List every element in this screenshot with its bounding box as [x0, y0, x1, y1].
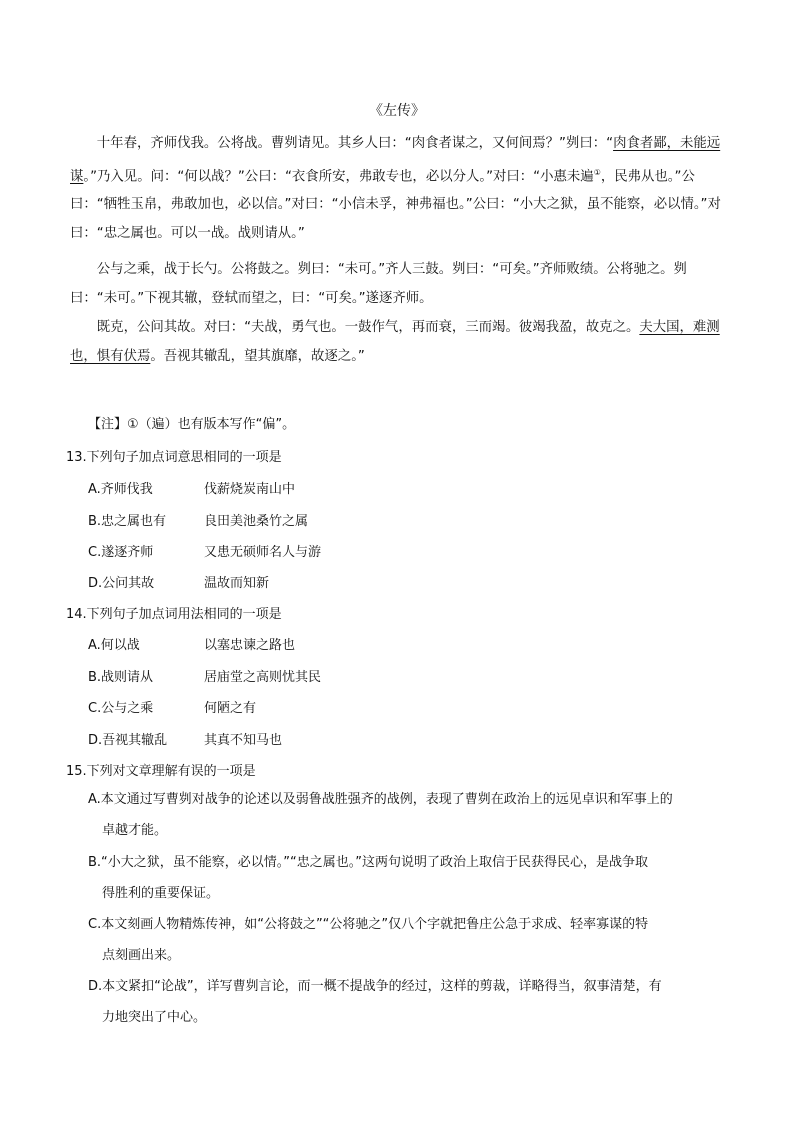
- p1-text-3: ，民弗从也。”公曰：“牺牲玉帛，弗敢加也，必以信。”对曰：“小信未孚，神弗福也。”公曰：“小大之狱，虽不能察，必以情。”对曰：“忠之属也。可以一战。战则请从。”: [70, 168, 721, 241]
- option-line-2: 点刻画出来。: [102, 948, 181, 963]
- p1-text-1: 十年春，齐师伐我。公将战。曹刿请见。其乡人曰：“肉食者谋之，又何间焉？”刿曰：“: [96, 136, 614, 151]
- option-compare: 其真不知马也: [204, 733, 283, 748]
- p3-underlined-1: 夫大国，难测也，惧有伏焉: [70, 320, 720, 364]
- question-13-option-d: [88, 572, 269, 591]
- option-text: A.何以战: [88, 638, 140, 653]
- question-14-stem: 14.下列句子加点词用法相同的一项是: [66, 607, 282, 622]
- passage-paragraph-3: [70, 314, 734, 371]
- option-line-1: B.“小大之狱，虽不能察，必以情。”“忠之属也。”这两句说明了政治上取信于民获得民心，是战争取: [88, 855, 648, 870]
- option-text: A.齐师伐我: [88, 482, 153, 497]
- option-line-2: 得胜利的重要保证。: [102, 886, 220, 901]
- footnote: 【注】①（遍）也有版本写作“偏”。: [88, 417, 296, 432]
- p1-underlined-1: 肉食者鄙，未能远谋: [70, 136, 721, 184]
- option-text: D.公问其故: [88, 576, 155, 591]
- question-13-stem: 13.下列句子加点词意思相同的一项是: [66, 450, 282, 465]
- question-14-option-c: [88, 697, 256, 716]
- option-text: C.公与之乘: [88, 701, 154, 716]
- question-15-stem: 15.下列对文章理解有误的一项是: [66, 764, 256, 779]
- question-15-option-a: [88, 784, 728, 846]
- option-text: D.吾视其辙乱: [88, 733, 168, 748]
- passage-title: 《左传》: [369, 103, 425, 119]
- p3-text-1: 既克，公问其故。对曰：“夫战，勇气也。一鼓作气，再而衰，三而竭。彼竭我盈，故克之。: [96, 320, 640, 335]
- p1-text-2: 。”乃入见。问：“何以战？”公曰：“衣食所安，弗敢专也，必以分人。”对曰：“小惠未遍: [83, 168, 594, 184]
- question-14-option-b: [88, 666, 321, 685]
- option-text: C.遂逐齐师: [88, 545, 154, 560]
- option-line-2: 卓越才能。: [102, 823, 168, 838]
- question-15-option-c: [88, 909, 728, 971]
- footnote-marker: ①: [593, 167, 601, 177]
- option-compare: 何陋之有: [204, 701, 257, 716]
- question-14-option-a: [88, 634, 295, 653]
- option-line-1: A.本文通过写曹刿对战争的论述以及弱鲁战胜强齐的战例，表现了曹刿在政治上的远见卓识和军事上的: [88, 792, 673, 807]
- option-text: B.忠之属也有: [88, 514, 167, 529]
- option-text: B.战则请从: [88, 670, 154, 685]
- question-15-option-b: [88, 847, 728, 909]
- passage-paragraph-1: [70, 130, 734, 248]
- question-13-option-b: [88, 510, 308, 529]
- question-13-option-c: [88, 541, 321, 560]
- option-compare: 温故而知新: [204, 576, 270, 591]
- option-compare: 以塞忠谏之路也: [204, 638, 296, 653]
- option-line-2: 力地突出了中心。: [102, 1010, 207, 1025]
- option-compare: 又患无硕师名人与游: [204, 545, 322, 560]
- passage-paragraph-2: 公与之乘，战于长勺。公将鼓之。刿曰：“未可。”齐人三鼓。刿曰：“可矣。”齐师败绩。公将驰之。刿曰：“未可。”下视其辙，登轼而望之，曰：“可矣。”遂逐齐师。: [70, 262, 687, 306]
- option-line-1: C.本文刻画人物精炼传神，如“公将鼓之”“公将驰之”仅八个字就把鲁庄公急于求成、轻率寡谋的特: [88, 917, 649, 932]
- option-compare: 良田美池桑竹之属: [204, 514, 309, 529]
- option-compare: 伐薪烧炭南山中: [204, 482, 296, 497]
- question-15-option-d: [88, 971, 728, 1033]
- p3-text-2: 。吾视其辙乱，望其旗靡，故逐之。”: [150, 348, 365, 364]
- option-line-1: D.本文紧扣“论战”，详写曹刿言论，而一概不提战争的经过，这样的剪裁，详略得当，叙事清楚，有: [88, 979, 662, 994]
- option-compare: 居庙堂之高则忧其民: [204, 670, 322, 685]
- question-13-option-a: [88, 478, 295, 497]
- question-14-option-d: [88, 729, 282, 748]
